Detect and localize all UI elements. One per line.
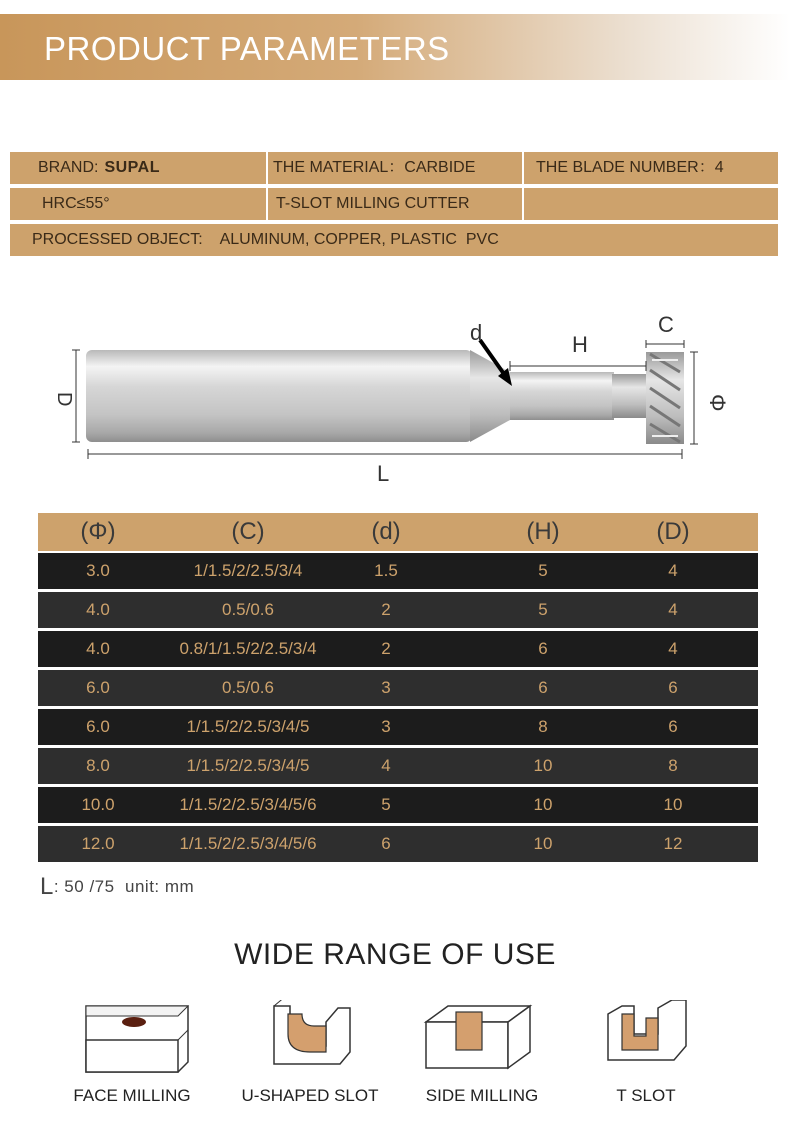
- table-row: [38, 631, 758, 667]
- table-cell: 10: [533, 795, 553, 814]
- table-cell: 6: [538, 639, 548, 658]
- label-C: C: [658, 312, 674, 337]
- use-label: FACE MILLING: [73, 1086, 191, 1105]
- label-phi: Φ: [705, 394, 730, 412]
- product-type-cell: T-SLOT MILLING CUTTER: [276, 195, 470, 212]
- table-cell: 3: [381, 678, 391, 697]
- label-L: L: [377, 461, 390, 486]
- column-header: (Φ): [80, 518, 116, 545]
- table-cell: 5: [538, 561, 548, 580]
- length-unit-note: [40, 873, 194, 901]
- table-cell: 8.0: [86, 756, 110, 775]
- table-cell: 2: [381, 600, 391, 619]
- label-D: D: [53, 392, 75, 407]
- cutter-head: [646, 352, 684, 444]
- hrc-cell: HRC≤55°: [42, 195, 110, 212]
- table-cell: 6.0: [86, 678, 110, 697]
- table-row: [38, 592, 758, 628]
- spec-row: [10, 152, 778, 184]
- use-t-slot: [566, 1000, 726, 1120]
- table-cell: 10: [533, 834, 553, 853]
- table-row: [38, 553, 758, 589]
- table-cell: 0.5/0.6: [222, 600, 274, 619]
- header-banner: [0, 14, 790, 80]
- table-cell: 1/1.5/2/2.5/3/4/5/6: [179, 795, 317, 814]
- table-cell: 6: [381, 834, 391, 853]
- table-cell: 6: [668, 717, 678, 736]
- spec-row: [10, 188, 778, 220]
- use-u-shaped-slot: [230, 1000, 390, 1120]
- spec-row: [10, 224, 778, 256]
- u-slot-icon: [230, 1000, 390, 1080]
- table-cell: 0.8/1/1.5/2/2.5/3/4: [179, 639, 317, 658]
- table-cell: 6: [538, 678, 548, 697]
- table-cell: 1/1.5/2/2.5/3/4/5: [186, 756, 310, 775]
- table-cell: 3.0: [86, 561, 110, 580]
- use-side-milling: [402, 1000, 562, 1120]
- neck-cone: [470, 350, 510, 442]
- table-cell: 10.0: [81, 795, 115, 814]
- table-cell: 4: [381, 756, 391, 775]
- table-cell: 10: [533, 756, 553, 775]
- brand-label: BRAND:: [38, 159, 99, 176]
- use-face-milling: [52, 1000, 212, 1120]
- length-symbol: L: [40, 873, 54, 900]
- page-title: PRODUCT PARAMETERS: [44, 30, 450, 67]
- column-header: (C): [231, 518, 265, 545]
- uses-title: WIDE RANGE OF USE: [234, 938, 556, 971]
- table-cell: 4: [668, 561, 678, 580]
- face-milling-icon: [52, 1000, 212, 1080]
- table-row: [38, 709, 758, 745]
- table-cell: 1/1.5/2/2.5/3/4: [193, 561, 303, 580]
- column-header: (d): [371, 518, 401, 545]
- t-slot-icon: [566, 1000, 726, 1080]
- table-cell: 1/1.5/2/2.5/3/4/5/6: [179, 834, 317, 853]
- use-label: SIDE MILLING: [425, 1086, 539, 1105]
- table-cell: 12: [663, 834, 683, 853]
- use-label: U-SHAPED SLOT: [241, 1086, 379, 1105]
- processed-object-cell: PROCESSED OBJECT: ALUMINUM, COPPER, PLASTIC PVC: [32, 231, 499, 248]
- column-header: (H): [526, 518, 560, 545]
- column-header: (D): [656, 518, 690, 545]
- brand-cell: [38, 152, 160, 184]
- table-cell: 1.5: [374, 561, 398, 580]
- table-row: [38, 670, 758, 706]
- table-header-row: [38, 513, 758, 551]
- table-cell: 4.0: [86, 639, 110, 658]
- table-cell: 8: [668, 756, 678, 775]
- spec-table: [10, 152, 778, 256]
- table-cell: 4.0: [86, 600, 110, 619]
- label-d: d: [470, 320, 483, 345]
- label-H: H: [572, 332, 588, 357]
- table-cell: 3: [381, 717, 391, 736]
- table-cell: 4: [668, 639, 678, 658]
- blade-number-cell: THE BLADE NUMBER：4: [536, 159, 724, 176]
- table-cell: 6: [668, 678, 678, 697]
- material-cell: THE MATERIAL：CARBIDE: [273, 159, 476, 176]
- table-cell: 5: [538, 600, 548, 619]
- table-cell: 5: [381, 795, 391, 814]
- table-cell: 6.0: [86, 717, 110, 736]
- table-cell: 10: [663, 795, 683, 814]
- table-row: [38, 826, 758, 862]
- table-cell: 12.0: [81, 834, 115, 853]
- neck: [510, 372, 614, 420]
- use-label: T SLOT: [616, 1086, 676, 1105]
- table-cell: 1/1.5/2/2.5/3/4/5: [186, 717, 310, 736]
- table-cell: 8: [538, 717, 548, 736]
- side-milling-icon: [402, 1000, 562, 1080]
- length-unit-text: : 50 /75 unit: mm: [53, 877, 195, 896]
- table-cell: 4: [668, 600, 678, 619]
- brand-value: SUPAL: [104, 159, 160, 176]
- shank: [86, 350, 472, 442]
- cutter-drawing: [40, 310, 740, 490]
- table-cell: 0.5/0.6: [222, 678, 274, 697]
- table-row: [38, 787, 758, 823]
- table-cell: 2: [381, 639, 391, 658]
- table-row: [38, 748, 758, 784]
